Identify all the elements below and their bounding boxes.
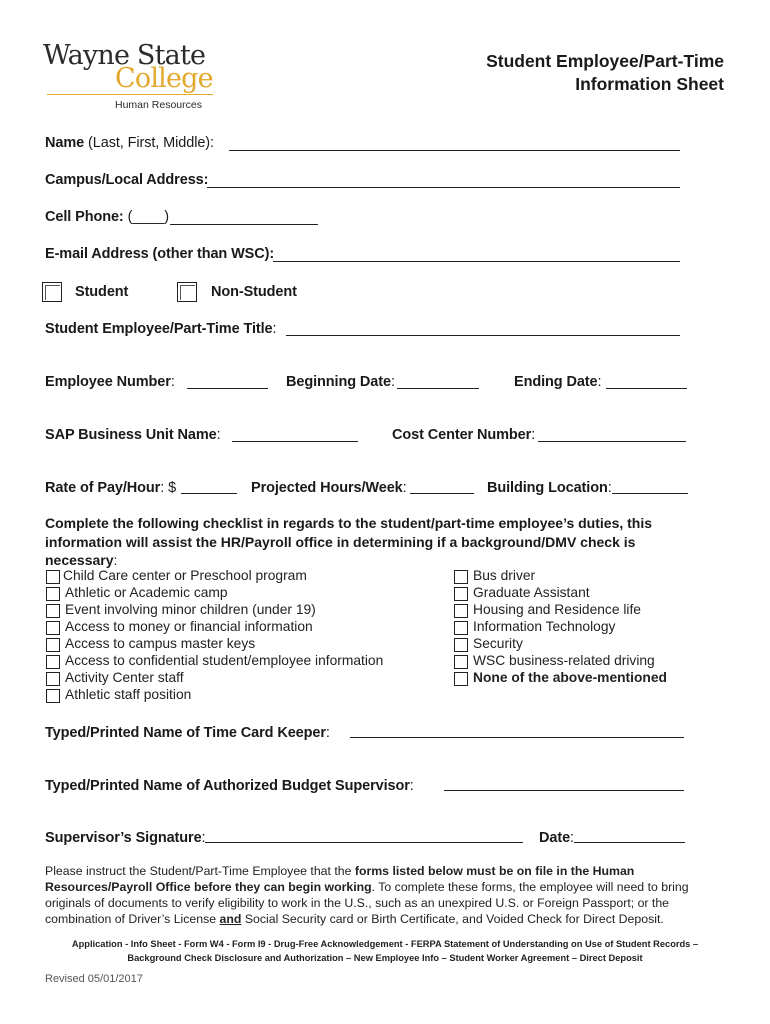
document-title bbox=[486, 50, 724, 96]
item-housing: Housing and Residence life bbox=[473, 602, 641, 617]
checkbox-child-care[interactable] bbox=[46, 570, 60, 584]
non-student-checkbox[interactable] bbox=[177, 282, 197, 302]
revised-date: Revised 05/01/2017 bbox=[45, 973, 143, 985]
name-label: Name (Last, First, Middle): bbox=[45, 135, 214, 151]
checkbox-business-driving[interactable] bbox=[454, 655, 468, 669]
checkbox-none[interactable] bbox=[454, 672, 468, 686]
checkbox-camp[interactable] bbox=[46, 587, 60, 601]
item-athletic-staff: Athletic staff position bbox=[65, 687, 192, 702]
employee-number-label: Employee Number: bbox=[45, 374, 175, 390]
title-line-1: Student Employee/Part-Time bbox=[486, 51, 724, 71]
job-title-field[interactable] bbox=[286, 335, 680, 336]
hours-field[interactable] bbox=[410, 493, 474, 494]
instructions-paragraph: Please instruct the Student/Part-Time Employee that the forms listed below must be on file in the Human Resources/Payroll Office before they can begin working. To complete these forms, the employee will need to bring originals of documents to verify eligibility to work in the U.S., such as an unexpired U.S. or Foreign Passport; or the combination of Driver’s License and Social Security card or Birth Certificate, and Voided Check for Direct Deposit. bbox=[45, 864, 689, 926]
beginning-date-field[interactable] bbox=[397, 388, 479, 389]
item-it: Information Technology bbox=[473, 619, 616, 634]
checkbox-activity-center[interactable] bbox=[46, 672, 60, 686]
checkbox-housing[interactable] bbox=[454, 604, 468, 618]
ending-date-field[interactable] bbox=[606, 388, 687, 389]
address-field[interactable] bbox=[207, 187, 680, 188]
checkbox-bus-driver[interactable] bbox=[454, 570, 468, 584]
checkbox-athletic-staff[interactable] bbox=[46, 689, 60, 703]
email-field[interactable] bbox=[273, 261, 680, 262]
logo-divider bbox=[47, 94, 213, 95]
item-money-access: Access to money or financial information bbox=[65, 619, 313, 634]
item-child-care: Child Care center or Preschool program bbox=[63, 568, 307, 583]
email-label: E-mail Address (other than WSC): bbox=[45, 246, 275, 262]
cost-center-field[interactable] bbox=[538, 441, 686, 442]
required-forms-list: Application - Info Sheet - Form W4 - Form I9 - Drug-Free Acknowledgement - FERPA Statement of Understanding on Use of Student Records – Background Check Disclosure and Authorization – New Employee Info – Student Worker Agreement – Direct Deposit bbox=[71, 939, 699, 963]
hours-label: Projected Hours/Week: bbox=[251, 480, 407, 496]
checkbox-master-keys[interactable] bbox=[46, 638, 60, 652]
item-bus-driver: Bus driver bbox=[473, 568, 536, 583]
date-field[interactable] bbox=[574, 842, 685, 843]
rate-field[interactable] bbox=[181, 493, 237, 494]
item-minor-children: Event involving minor children (under 19) bbox=[65, 602, 316, 617]
logo-college: College bbox=[115, 63, 213, 94]
budget-supervisor-label: Typed/Printed Name of Authorized Budget Supervisor: bbox=[45, 778, 414, 794]
checkbox-confidential-info[interactable] bbox=[46, 655, 60, 669]
sap-label: SAP Business Unit Name: bbox=[45, 427, 221, 443]
building-field[interactable] bbox=[612, 493, 688, 494]
checkbox-security[interactable] bbox=[454, 638, 468, 652]
budget-supervisor-field[interactable] bbox=[444, 790, 684, 791]
item-master-keys: Access to campus master keys bbox=[65, 636, 256, 651]
supervisor-signature-field[interactable] bbox=[205, 842, 523, 843]
item-graduate-assistant: Graduate Assistant bbox=[473, 585, 590, 600]
employee-number-field[interactable] bbox=[187, 388, 268, 389]
non-student-option-label: Non-Student bbox=[211, 284, 297, 300]
cell-phone-field[interactable] bbox=[170, 224, 318, 225]
building-label: Building Location: bbox=[487, 480, 612, 496]
item-camp: Athletic or Academic camp bbox=[65, 585, 228, 600]
item-activity-center: Activity Center staff bbox=[65, 670, 184, 685]
supervisor-signature-label: Supervisor’s Signature: bbox=[45, 830, 206, 846]
item-confidential-info: Access to confidential student/employee information bbox=[65, 653, 384, 668]
student-option-label: Student bbox=[75, 284, 129, 300]
checkbox-money-access[interactable] bbox=[46, 621, 60, 635]
ending-date-label: Ending Date: bbox=[514, 374, 602, 390]
checklist-intro: Complete the following checklist in regards to the student/part-time employee’s duties, this information will assist the HR/Payroll office in determining if a background/DMV check is necessary: bbox=[45, 515, 653, 568]
item-none: None of the above-mentioned bbox=[473, 670, 667, 685]
logo-wayne-state: Wayne State bbox=[43, 40, 206, 71]
sap-field[interactable] bbox=[232, 441, 358, 442]
address-label: Campus/Local Address: bbox=[45, 172, 209, 188]
student-checkbox[interactable] bbox=[42, 282, 62, 302]
cell-phone-label: Cell Phone: (____) bbox=[45, 209, 169, 225]
time-card-keeper-label: Typed/Printed Name of Time Card Keeper: bbox=[45, 725, 330, 741]
checkbox-it[interactable] bbox=[454, 621, 468, 635]
rate-label: Rate of Pay/Hour: $ bbox=[45, 480, 177, 496]
cost-center-label: Cost Center Number: bbox=[392, 427, 536, 443]
name-field[interactable] bbox=[229, 150, 680, 151]
item-security: Security bbox=[473, 636, 523, 651]
beginning-date-label: Beginning Date: bbox=[286, 374, 395, 390]
time-card-keeper-field[interactable] bbox=[350, 737, 684, 738]
checkbox-minor-children[interactable] bbox=[46, 604, 60, 618]
date-label: Date: bbox=[539, 830, 574, 846]
logo-department: Human Resources bbox=[115, 99, 202, 111]
title-line-2: Information Sheet bbox=[575, 74, 724, 94]
checkbox-graduate-assistant[interactable] bbox=[454, 587, 468, 601]
job-title-label: Student Employee/Part-Time Title: bbox=[45, 321, 277, 337]
item-business-driving: WSC business-related driving bbox=[473, 653, 655, 668]
